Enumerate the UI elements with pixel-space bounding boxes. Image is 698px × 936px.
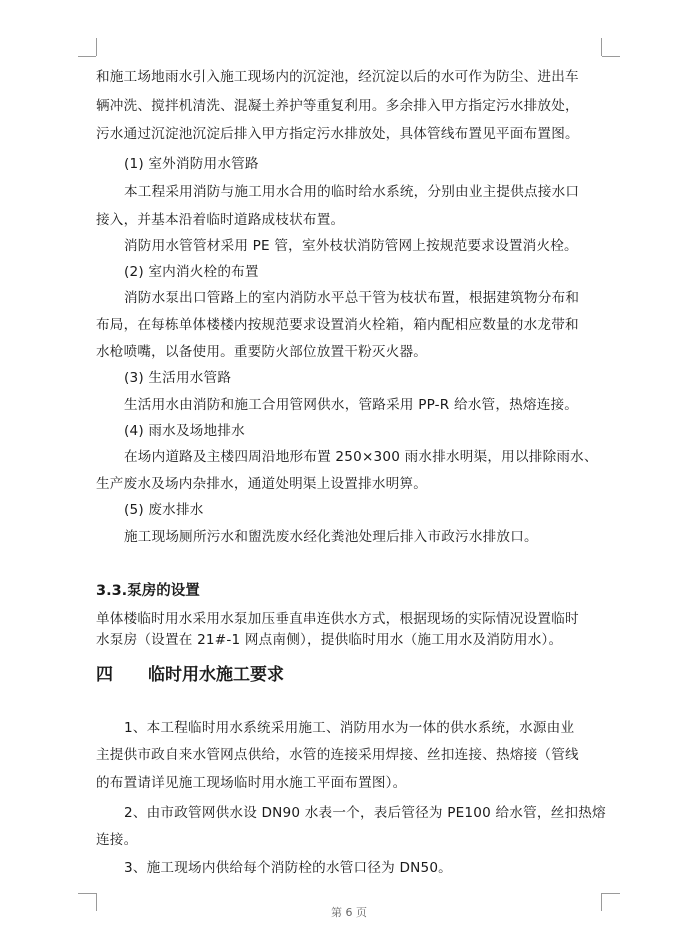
subheading-domestic-water: (3) 生活用水管路	[124, 370, 232, 386]
chapter-heading	[96, 664, 284, 686]
paragraph-line: 单体楼临时用水采用水泵加压垂直串连供水方式，根据现场的实际情况设置临时	[96, 611, 579, 627]
page-number: 第 6 页	[331, 906, 367, 919]
crop-mark-top-right-v	[601, 38, 602, 56]
paragraph-line: 主提供市政自来水管网点供给，水管的连接采用焊接、丝扣连接、热熔接（管线	[96, 747, 579, 763]
paragraph-line: 生产废水及场内杂排水，通道处明渠上设置排水明箅。	[96, 476, 428, 492]
subheading-indoor-hydrant: (2) 室内消火栓的布置	[124, 264, 259, 280]
paragraph-line: 2、由市政管网供水设 DN90 水表一个，表后管径为 PE100 给水管，丝扣热熔	[124, 805, 606, 821]
paragraph-line: 的布置请详见施工现场临时用水施工平面布置图）。	[96, 775, 407, 791]
section-heading-pump-room: 3.3.泵房的设置	[96, 583, 200, 599]
chapter-number: 四	[96, 665, 113, 685]
paragraph-line: 1、本工程临时用水系统采用施工、消防用水为一体的供水系统，水源由业	[124, 720, 575, 736]
crop-mark-bottom-left-h	[78, 893, 96, 894]
paragraph-line: 水泵房（设置在 21#-1 网点南侧），提供临时用水（施工用水及消防用水）。	[96, 632, 563, 648]
paragraph-line: 和施工场地雨水引入施工现场内的沉淀池，经沉淀以后的水可作为防尘、进出车	[96, 69, 579, 85]
paragraph-line: 污水通过沉淀池沉淀后排入甲方指定污水排放处，具体管线布置见平面布置图。	[96, 126, 579, 142]
paragraph-line: 消防水泵出口管路上的室内消防水平总干管为枝状布置，根据建筑物分布和	[124, 290, 580, 306]
crop-mark-top-right-h	[602, 56, 620, 57]
paragraph-line: 施工现场厕所污水和盥洗废水经化粪池处理后排入市政污水排放口。	[124, 529, 538, 545]
paragraph-line: 连接。	[96, 832, 138, 848]
crop-mark-bottom-right-h	[602, 893, 620, 894]
chapter-title: 临时用水施工要求	[148, 665, 284, 685]
paragraph-line: 接入，并基本沿着临时道路成枝状布置。	[96, 212, 345, 228]
crop-mark-top-left-v	[96, 38, 97, 56]
subheading-wastewater: (5) 废水排水	[124, 502, 204, 518]
paragraph-line: 在场内道路及主楼四周沿地形布置 250×300 雨水排水明渠，用以排除雨水、	[124, 449, 598, 465]
paragraph-line: 本工程采用消防与施工用水合用的临时给水系统，分别由业主提供点接水口	[124, 184, 580, 200]
paragraph-line: 辆冲洗、搅拌机清洗、混凝土养护等重复利用。多余排入甲方指定污水排放处，	[96, 98, 579, 114]
paragraph-line: 生活用水由消防和施工合用管网供水，管路采用 PP-R 给水管，热熔连接。	[124, 397, 579, 413]
paragraph-line: 3、施工现场内供给每个消防栓的水管口径为 DN50。	[124, 860, 452, 876]
subheading-rainwater-drainage: (4) 雨水及场地排水	[124, 423, 245, 439]
paragraph-line: 消防用水管管材采用 PE 管，室外枝状消防管网上按规范要求设置消火栓。	[124, 238, 578, 254]
paragraph-line: 水枪喷嘴，以备使用。重要防火部位放置干粉灭火器。	[96, 344, 428, 360]
paragraph-line: 布局，在每栋单体楼楼内按规范要求设置消火栓箱，箱内配相应数量的水龙带和	[96, 317, 579, 333]
subheading-outdoor-fire-pipe: (1) 室外消防用水管路	[124, 156, 259, 172]
crop-mark-top-left-h	[78, 56, 96, 57]
